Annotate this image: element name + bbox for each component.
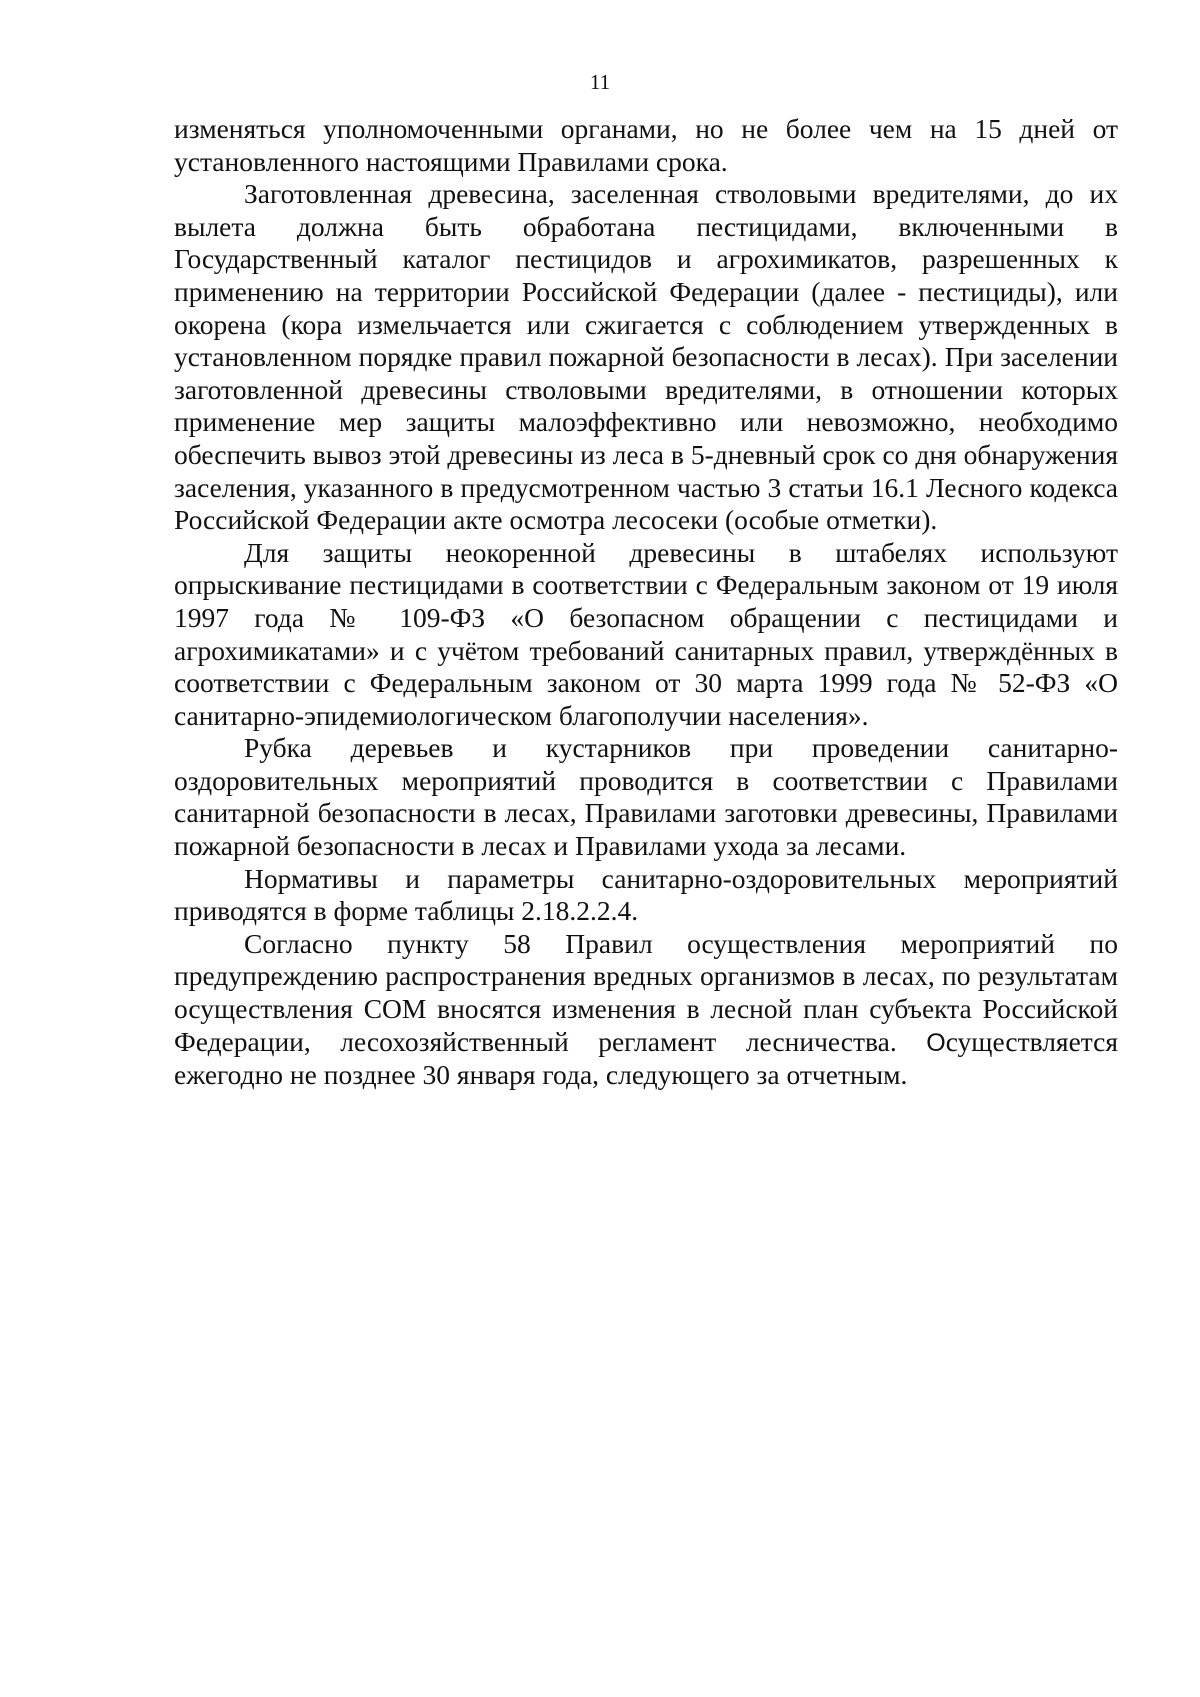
paragraph-clause-58-tail: существляется ежегодно не позднее 30 января года, следующего за отчетным. [174,1025,1118,1091]
paragraph-continuation: изменяться уполномоченными органами, но не более чем на 15 дней от установленного настоящими Правилами срока. [174,113,1118,177]
paragraph-felling: Рубка деревьев и кустарников при проведении санитарно-оздоровительных мероприятий проводится в соответствии с Правилами санитарной безопасности в лесах, Правилами заготовки древесины, Правилами пожарной безопасности в лесах и Правилами ухода за лесами. [174,732,1118,862]
page-number: 11 [589,70,611,94]
paragraph-harvested-wood: Заготовленная древесина, заселенная стволовыми вредителями, до их вылета должна быть обработана пестицидами, включенными в Государственный каталог пестицидов и агрохимикатов, разрешенных к применению на территории Российской Федерации (далее - пестициды), или окорена (кора измельчается или сжигается с соблюдением утвержденных в установленном порядке правил пожарной безопасности в лесах). При заселении заготовленной древесины стволовыми вредителями, в отношении которых применение мер защиты малоэффективно или невозможно, необходимо обеспечить вывоз этой древесины из леса в 5-дневный срок со дня обнаружения заселения, указанного в предусмотренном частью 3 статьи 16.1 Лесного кодекса Российской Федерации акте осмотра лесосеки (особые отметки). [174,178,1118,536]
paragraph-clause-58 [174,928,1118,1092]
paragraph-spraying: Для защиты неокоренной древесины в штабелях используют опрыскивание пестицидами в соответствии с Федеральным законом от 19 июля 1997 года № 109-ФЗ «О безопасном обращении с пестицидами и агрохимикатами» и с учётом требований санитарных правил, утверждённых в соответствии с Федеральным законом от 30 марта 1999 года № 52-ФЗ «О санитарно-эпидемиологическом благополучии населения». [174,536,1118,731]
paragraph-clause-58-main: Согласно пункту 58 Правил осуществления мероприятий по предупреждению распространения вредных организмов в лесах, по результатам осуществления СОМ вносятся изменения в лесной план субъекта Российской Федерации, лесохозяйственный регламент лесничества. [174,927,1118,1057]
document-body [174,113,1118,1092]
paragraph-norms: Нормативы и параметры санитарно-оздоровительных мероприятий приводятся в форме таблицы 2.18.2.2.4. [174,862,1118,927]
paragraph-clause-58-tail-lead: О [926,1028,946,1057]
